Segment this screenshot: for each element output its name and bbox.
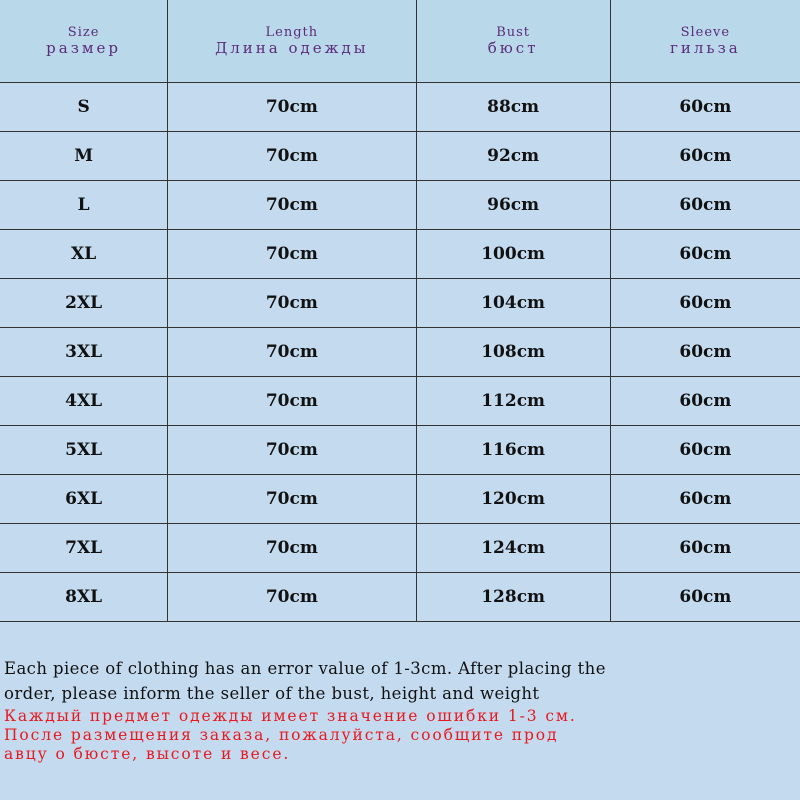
cell-bust: 124cm	[416, 524, 610, 573]
cell-bust: 120cm	[416, 475, 610, 524]
table-row	[0, 279, 800, 328]
notice-ru-line-3: авцу о бюсте, высоте и весе.	[4, 745, 291, 763]
cell-bust: 104cm	[416, 279, 610, 328]
cell-length: 70cm	[168, 279, 416, 328]
cell-size: 3XL	[0, 328, 168, 377]
header-length-ru: Длина одежды	[215, 38, 369, 57]
table-row	[0, 377, 800, 426]
notice-en-line-2: order, please inform the seller of the bust, height and weight	[4, 684, 540, 703]
header-sleeve-en: Sleeve	[680, 24, 731, 40]
cell-sleeve: 60cm	[610, 377, 800, 426]
header-bust	[416, 0, 610, 83]
cell-length: 70cm	[168, 573, 416, 622]
cell-size: L	[0, 181, 168, 230]
cell-bust: 112cm	[416, 377, 610, 426]
cell-sleeve: 60cm	[610, 279, 800, 328]
table-row	[0, 181, 800, 230]
cell-sleeve: 60cm	[610, 475, 800, 524]
cell-size: 5XL	[0, 426, 168, 475]
header-bust-en: Bust	[496, 24, 531, 40]
cell-length: 70cm	[168, 377, 416, 426]
cell-bust: 96cm	[416, 181, 610, 230]
cell-bust: 108cm	[416, 328, 610, 377]
header-length-en: Length	[265, 24, 319, 40]
table-row	[0, 573, 800, 622]
table-row	[0, 524, 800, 573]
cell-bust: 116cm	[416, 426, 610, 475]
cell-size: M	[0, 132, 168, 181]
cell-size: 4XL	[0, 377, 168, 426]
cell-sleeve: 60cm	[610, 426, 800, 475]
cell-size: S	[0, 83, 168, 132]
cell-bust: 92cm	[416, 132, 610, 181]
cell-size: 6XL	[0, 475, 168, 524]
notice-en-line-1: Each piece of clothing has an error value of 1-3cm. After placing the	[4, 659, 606, 678]
cell-sleeve: 60cm	[610, 181, 800, 230]
table-row	[0, 328, 800, 377]
cell-sleeve: 60cm	[610, 83, 800, 132]
header-size-ru: размер	[46, 38, 122, 57]
header-size-en: Size	[67, 24, 100, 40]
cell-size: 8XL	[0, 573, 168, 622]
header-size	[0, 0, 168, 83]
cell-sleeve: 60cm	[610, 573, 800, 622]
cell-length: 70cm	[168, 132, 416, 181]
cell-bust: 128cm	[416, 573, 610, 622]
header-row	[0, 0, 800, 83]
table-row	[0, 230, 800, 279]
cell-size: 7XL	[0, 524, 168, 573]
cell-sleeve: 60cm	[610, 230, 800, 279]
cell-sleeve: 60cm	[610, 132, 800, 181]
cell-length: 70cm	[168, 524, 416, 573]
header-sleeve	[610, 0, 800, 83]
table-row	[0, 475, 800, 524]
header-length	[168, 0, 416, 83]
table-row	[0, 132, 800, 181]
cell-length: 70cm	[168, 230, 416, 279]
notice-ru-line-2: После размещения заказа, пожалуйста, сообщите прод	[4, 726, 559, 744]
cell-length: 70cm	[168, 181, 416, 230]
cell-length: 70cm	[168, 426, 416, 475]
cell-sleeve: 60cm	[610, 328, 800, 377]
notice-ru-line-1: Каждый предмет одежды имеет значение ошибки 1-3 см.	[4, 707, 577, 725]
cell-size: 2XL	[0, 279, 168, 328]
cell-length: 70cm	[168, 83, 416, 132]
cell-bust: 100cm	[416, 230, 610, 279]
header-bust-ru: бюст	[487, 38, 539, 57]
cell-length: 70cm	[168, 328, 416, 377]
table-row	[0, 426, 800, 475]
cell-bust: 88cm	[416, 83, 610, 132]
table-row	[0, 83, 800, 132]
notice-block	[0, 623, 800, 800]
header-sleeve-ru: гильза	[670, 38, 741, 57]
cell-length: 70cm	[168, 475, 416, 524]
cell-size: XL	[0, 230, 168, 279]
cell-sleeve: 60cm	[610, 524, 800, 573]
